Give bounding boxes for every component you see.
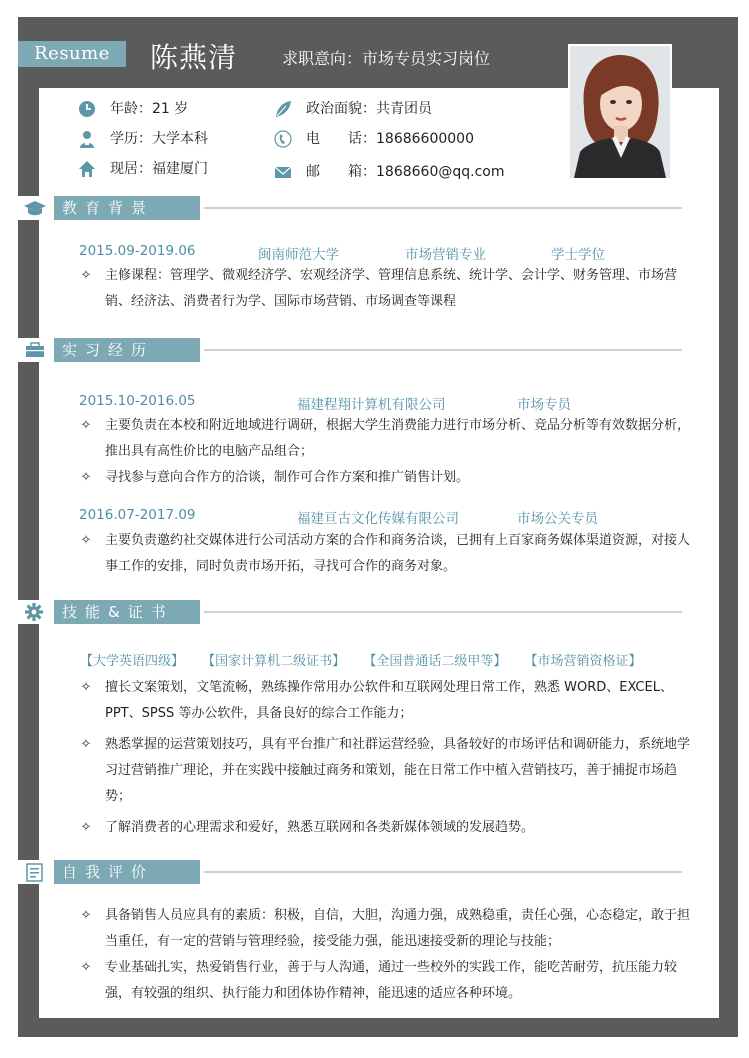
- section-title: 技能&证书: [54, 600, 200, 624]
- certificate-item: 【国家计算机二级证书】: [202, 654, 346, 669]
- info-residence: [78, 159, 258, 179]
- phone-text: 电 话：18686600000: [306, 131, 474, 147]
- certificate-item: 【大学英语四级】: [80, 654, 185, 669]
- section-header-self-evaluation: [18, 860, 682, 884]
- job-duty: 主要负责在本校和附近地域进行调研，根据大学生消费能力进行市场分析、竞品分析等有效数据分析，推出具有高性价比的电脑产品组合；: [105, 418, 691, 459]
- section-icon-box: [18, 600, 50, 624]
- email-text: 邮 箱：1868660@qq.com: [306, 164, 505, 180]
- section-title: 实习经历: [54, 338, 200, 362]
- home-icon: [78, 160, 96, 178]
- education-meta: [79, 243, 679, 261]
- notebook-icon: [18, 860, 50, 884]
- self-evaluation-text: 专业基础扎实，热爱销售行业，善于与人沟通，通过一些校外的实践工作，能吃苦耐劳，抗压能力较强，有较强的组织、执行能力和团体协作精神，能迅速的适应各种环境。: [105, 960, 678, 1001]
- skill-description: 熟悉掌握的运营策划技巧，具有平台推广和社群运营经验，具备较好的市场评估和调研能力，系统地学习过营销推广理论，并在实践中接触过商务和策划，能在日常工作中植入营销技巧，善于捕捉市场趋势；: [105, 737, 691, 804]
- candidate-name: 陈燕清: [150, 41, 238, 74]
- envelope-icon: [274, 163, 292, 181]
- section-header-experience: [18, 338, 682, 362]
- section-header-education: [18, 196, 682, 220]
- section-title: 自我评价: [54, 860, 200, 884]
- job-company: 福建程翔计算机有限公司: [297, 397, 446, 413]
- certificate-list: [80, 650, 655, 669]
- education-major: 市场营销专业: [405, 247, 486, 263]
- graduate-icon: [78, 130, 96, 148]
- info-age: [78, 99, 258, 119]
- bullet-icon: ✧: [80, 268, 92, 283]
- section-divider: [204, 611, 682, 613]
- job-duty: 主要负责邀约社交媒体进行公司活动方案的合作和商务洽谈，已拥有上百家商务媒体渠道资源，对接人事工作的安排，同时负责市场开拓，寻找可合作的商务对象。: [105, 533, 691, 574]
- skill-description: 了解消费者的心理需求和爱好，熟悉互联网和各类新媒体领域的发展趋势。: [105, 820, 535, 835]
- list-item: [78, 675, 690, 727]
- list-item: [78, 528, 690, 580]
- info-politics: [274, 99, 574, 119]
- education-school: 闽南师范大学: [258, 247, 339, 263]
- section-icon-box: [18, 196, 50, 220]
- section-divider: [204, 871, 682, 873]
- experience-meta: [79, 507, 679, 525]
- info-phone: [274, 129, 574, 149]
- graduation-cap-icon: [18, 196, 50, 220]
- skill-description: 擅长文案策划，文笔流畅，熟练操作常用办公软件和互联网处理日常工作，熟悉 WORD、EXCEL、PPT、SPSS 等办公软件，具备良好的综合工作能力；: [105, 680, 673, 721]
- bullet-icon: ✧: [80, 680, 92, 695]
- leaf-icon: [274, 100, 292, 118]
- job-duty: 寻找参与意向合作方的洽谈，制作可合作方案和推广销售计划。: [105, 470, 470, 485]
- resume-tag: Resume: [18, 41, 126, 67]
- residence-text: 现居：福建厦门: [110, 161, 208, 177]
- list-item: [78, 465, 690, 491]
- portrait-image: [570, 46, 670, 178]
- list-item: [78, 413, 690, 465]
- bullet-icon: ✧: [80, 470, 92, 485]
- job-period: 2016.07-2017.09: [79, 507, 196, 523]
- list-item: [78, 815, 690, 841]
- bullet-icon: ✧: [80, 737, 92, 752]
- job-objective: 求职意向：市场专员实习岗位: [282, 49, 491, 68]
- list-item: [78, 732, 690, 810]
- certificate-item: 【全国普通话二级甲等】: [363, 654, 507, 669]
- bullet-icon: ✧: [80, 960, 92, 975]
- job-position: 市场专员: [517, 397, 571, 413]
- section-title: 教育背景: [54, 196, 200, 220]
- profile-photo: [568, 44, 672, 180]
- certificate-item: 【市场营销资格证】: [524, 654, 642, 669]
- list-item: [78, 903, 690, 955]
- experience-meta: [79, 393, 679, 411]
- politics-text: 政治面貌：共青团员: [306, 101, 432, 117]
- briefcase-icon: [18, 338, 50, 362]
- job-position: 市场公关专员: [517, 511, 598, 527]
- section-icon-box: [18, 860, 50, 884]
- job-company: 福建亘古文化传媒有限公司: [297, 511, 459, 527]
- section-divider: [204, 207, 682, 209]
- bullet-icon: ✧: [80, 418, 92, 433]
- section-icon-box: [18, 338, 50, 362]
- education-courses: 主修课程：管理学、微观经济学、宏观经济学、管理信息系统、统计学、会计学、财务管理、市场营销、经济法、消费者行为学、国际市场营销、市场调查等课程: [105, 268, 678, 309]
- bullet-icon: ✧: [80, 820, 92, 835]
- job-period: 2015.10-2016.05: [79, 393, 196, 409]
- info-education: [78, 129, 258, 149]
- list-item: [78, 955, 690, 1007]
- age-text: 年龄：21 岁: [110, 101, 189, 117]
- phone-icon: [274, 130, 292, 148]
- bullet-icon: ✧: [80, 533, 92, 548]
- info-email: [274, 162, 574, 182]
- education-degree: 学士学位: [551, 247, 605, 263]
- clock-icon: [78, 100, 96, 118]
- education-period: 2015.09-2019.06: [79, 243, 196, 259]
- list-item: [78, 263, 690, 315]
- education-text: 学历：大学本科: [110, 131, 208, 147]
- self-evaluation-text: 具备销售人员应具有的素质：积极，自信，大胆，沟通力强，成熟稳重，责任心强，心态稳定，敢于担当重任，有一定的营销与管理经验，接受能力强，能迅速接受新的理论与技能；: [105, 908, 691, 949]
- bullet-icon: ✧: [80, 908, 92, 923]
- section-divider: [204, 349, 682, 351]
- section-header-skills: [18, 600, 682, 624]
- gear-icon: [18, 600, 50, 624]
